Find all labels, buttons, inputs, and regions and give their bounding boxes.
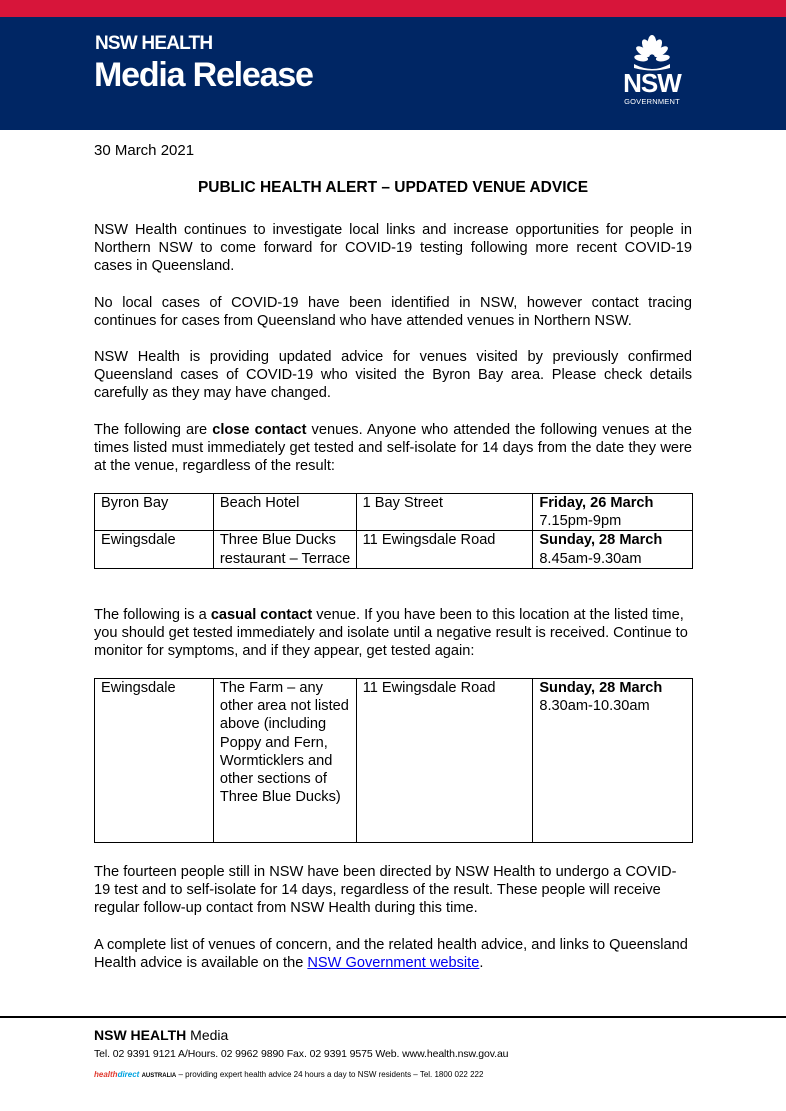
- paragraph-no-local-cases: No local cases of COVID-19 have been identified in NSW, however contact tracing continues for cases from Queensland who have attended venues in Northern NSW.: [94, 295, 692, 330]
- footer-org: [94, 1027, 228, 1043]
- venue-when: [533, 679, 693, 843]
- close-contact-intro: The following are: [94, 422, 213, 438]
- complete-list-end: .: [479, 955, 484, 972]
- venue-when: [533, 531, 693, 568]
- venue-time: 7.15pm-9pm: [539, 513, 622, 530]
- waratah-icon: [612, 34, 692, 72]
- venue-time: 8.30am-10.30am: [539, 698, 650, 715]
- top-red-stripe: [0, 0, 786, 17]
- venue-suburb: Ewingsdale: [95, 679, 214, 843]
- healthdirect-brand-health: health: [94, 1070, 118, 1079]
- footer-divider: [0, 1016, 786, 1018]
- venue-suburb: Byron Bay: [95, 494, 214, 531]
- close-contact-table: [94, 493, 693, 569]
- complete-list-text: A complete list of venues of concern, and the related health advice, and links to Queensland Health advice is available on the: [94, 937, 688, 972]
- paragraph-fourteen-people: The fourteen people still in NSW have been directed by NSW Health to undergo a COVID-19 test and to self-isolate for 14 days, regardless of the result. These people will receive regular follow-up contact from NSW Health during this time.: [94, 864, 677, 917]
- footer-org-media: Media: [186, 1027, 229, 1043]
- footer-healthdirect: [94, 1070, 483, 1079]
- casual-contact-table: [94, 678, 693, 843]
- casual-contact-instructions: venue. If you have been to this location at the listed time, you should get tested immediately and isolate until a negative result is received. Continue to monitor for symptoms, and if they appear, get tested again:: [94, 607, 688, 660]
- footer-contact-details: Tel. 02 9391 9121 A/Hours. 02 9962 9890 Fax. 02 9391 9575 Web. www.health.nsw.gov.au: [94, 1048, 509, 1060]
- paragraph-investigation: NSW Health continues to investigate local links and increase opportunities for people in Northern NSW to come forward for COVID-19 testing following more recent COVID-19 cases in Queensland.: [94, 222, 692, 275]
- table-row: [95, 531, 693, 568]
- venue-day: Sunday, 28 March: [539, 680, 663, 696]
- venue-day: Friday, 26 March: [539, 495, 654, 511]
- healthdirect-brand-direct: direct: [117, 1070, 140, 1079]
- release-title: PUBLIC HEALTH ALERT – UPDATED VENUE ADVICE: [197, 179, 589, 196]
- venue-address: 11 Ewingsdale Road: [356, 531, 533, 568]
- header-doc-type: Media Release: [94, 56, 313, 94]
- close-contact-term: close contact: [212, 422, 307, 438]
- paragraph-close-contact: [94, 421, 692, 476]
- venue-suburb: Ewingsdale: [95, 531, 214, 568]
- healthdirect-australia: AUSTRALIA: [141, 1073, 177, 1079]
- venue-when: [533, 494, 693, 531]
- logo-nsw-text: NSW: [623, 68, 681, 98]
- release-date: 30 March 2021: [94, 142, 195, 159]
- nsw-government-logo: [612, 34, 692, 112]
- healthdirect-text: – providing expert health advice 24 hours a day to NSW residents – Tel. 1800 022 222: [176, 1070, 484, 1079]
- table-row: [95, 679, 693, 843]
- footer-org-bold: NSW HEALTH: [94, 1027, 187, 1043]
- venue-day: Sunday, 28 March: [539, 532, 663, 549]
- close-contact-instructions: venues. Anyone who attended the following venues at the times listed must immediately get tested and self-isolate for 14 days from the date they were at the venue, regardless of the result:: [94, 422, 692, 475]
- header-org: NSW HEALTH: [95, 33, 213, 54]
- casual-contact-intro: The following is a: [94, 607, 211, 623]
- paragraph-complete-list: [94, 936, 692, 972]
- nsw-government-website-link[interactable]: NSW Government website: [307, 955, 480, 972]
- venue-address: 11 Ewingsdale Road: [356, 679, 533, 843]
- paragraph-casual-contact: [94, 606, 692, 661]
- table-row: [95, 494, 693, 531]
- healthdirect-logo: [94, 1070, 139, 1079]
- venue-address: 1 Bay Street: [356, 494, 533, 531]
- logo-government-text: GOVERNMENT: [624, 97, 680, 106]
- venue-name: Beach Hotel: [213, 494, 356, 531]
- paragraph-updated-advice: NSW Health is providing updated advice for venues visited by previously confirmed Queensland cases of COVID-19 who visited the Byron Bay area. Please check details carefully as they may have changed.: [94, 349, 692, 402]
- casual-contact-term: casual contact: [210, 607, 313, 623]
- venue-name: The Farm – any other area not listed above (including Poppy and Fern, Wormticklers and other sections of Three Blue Ducks): [213, 679, 356, 843]
- venue-name: Three Blue Ducks restaurant – Terrace: [213, 531, 356, 568]
- venue-time: 8.45am-9.30am: [539, 550, 642, 567]
